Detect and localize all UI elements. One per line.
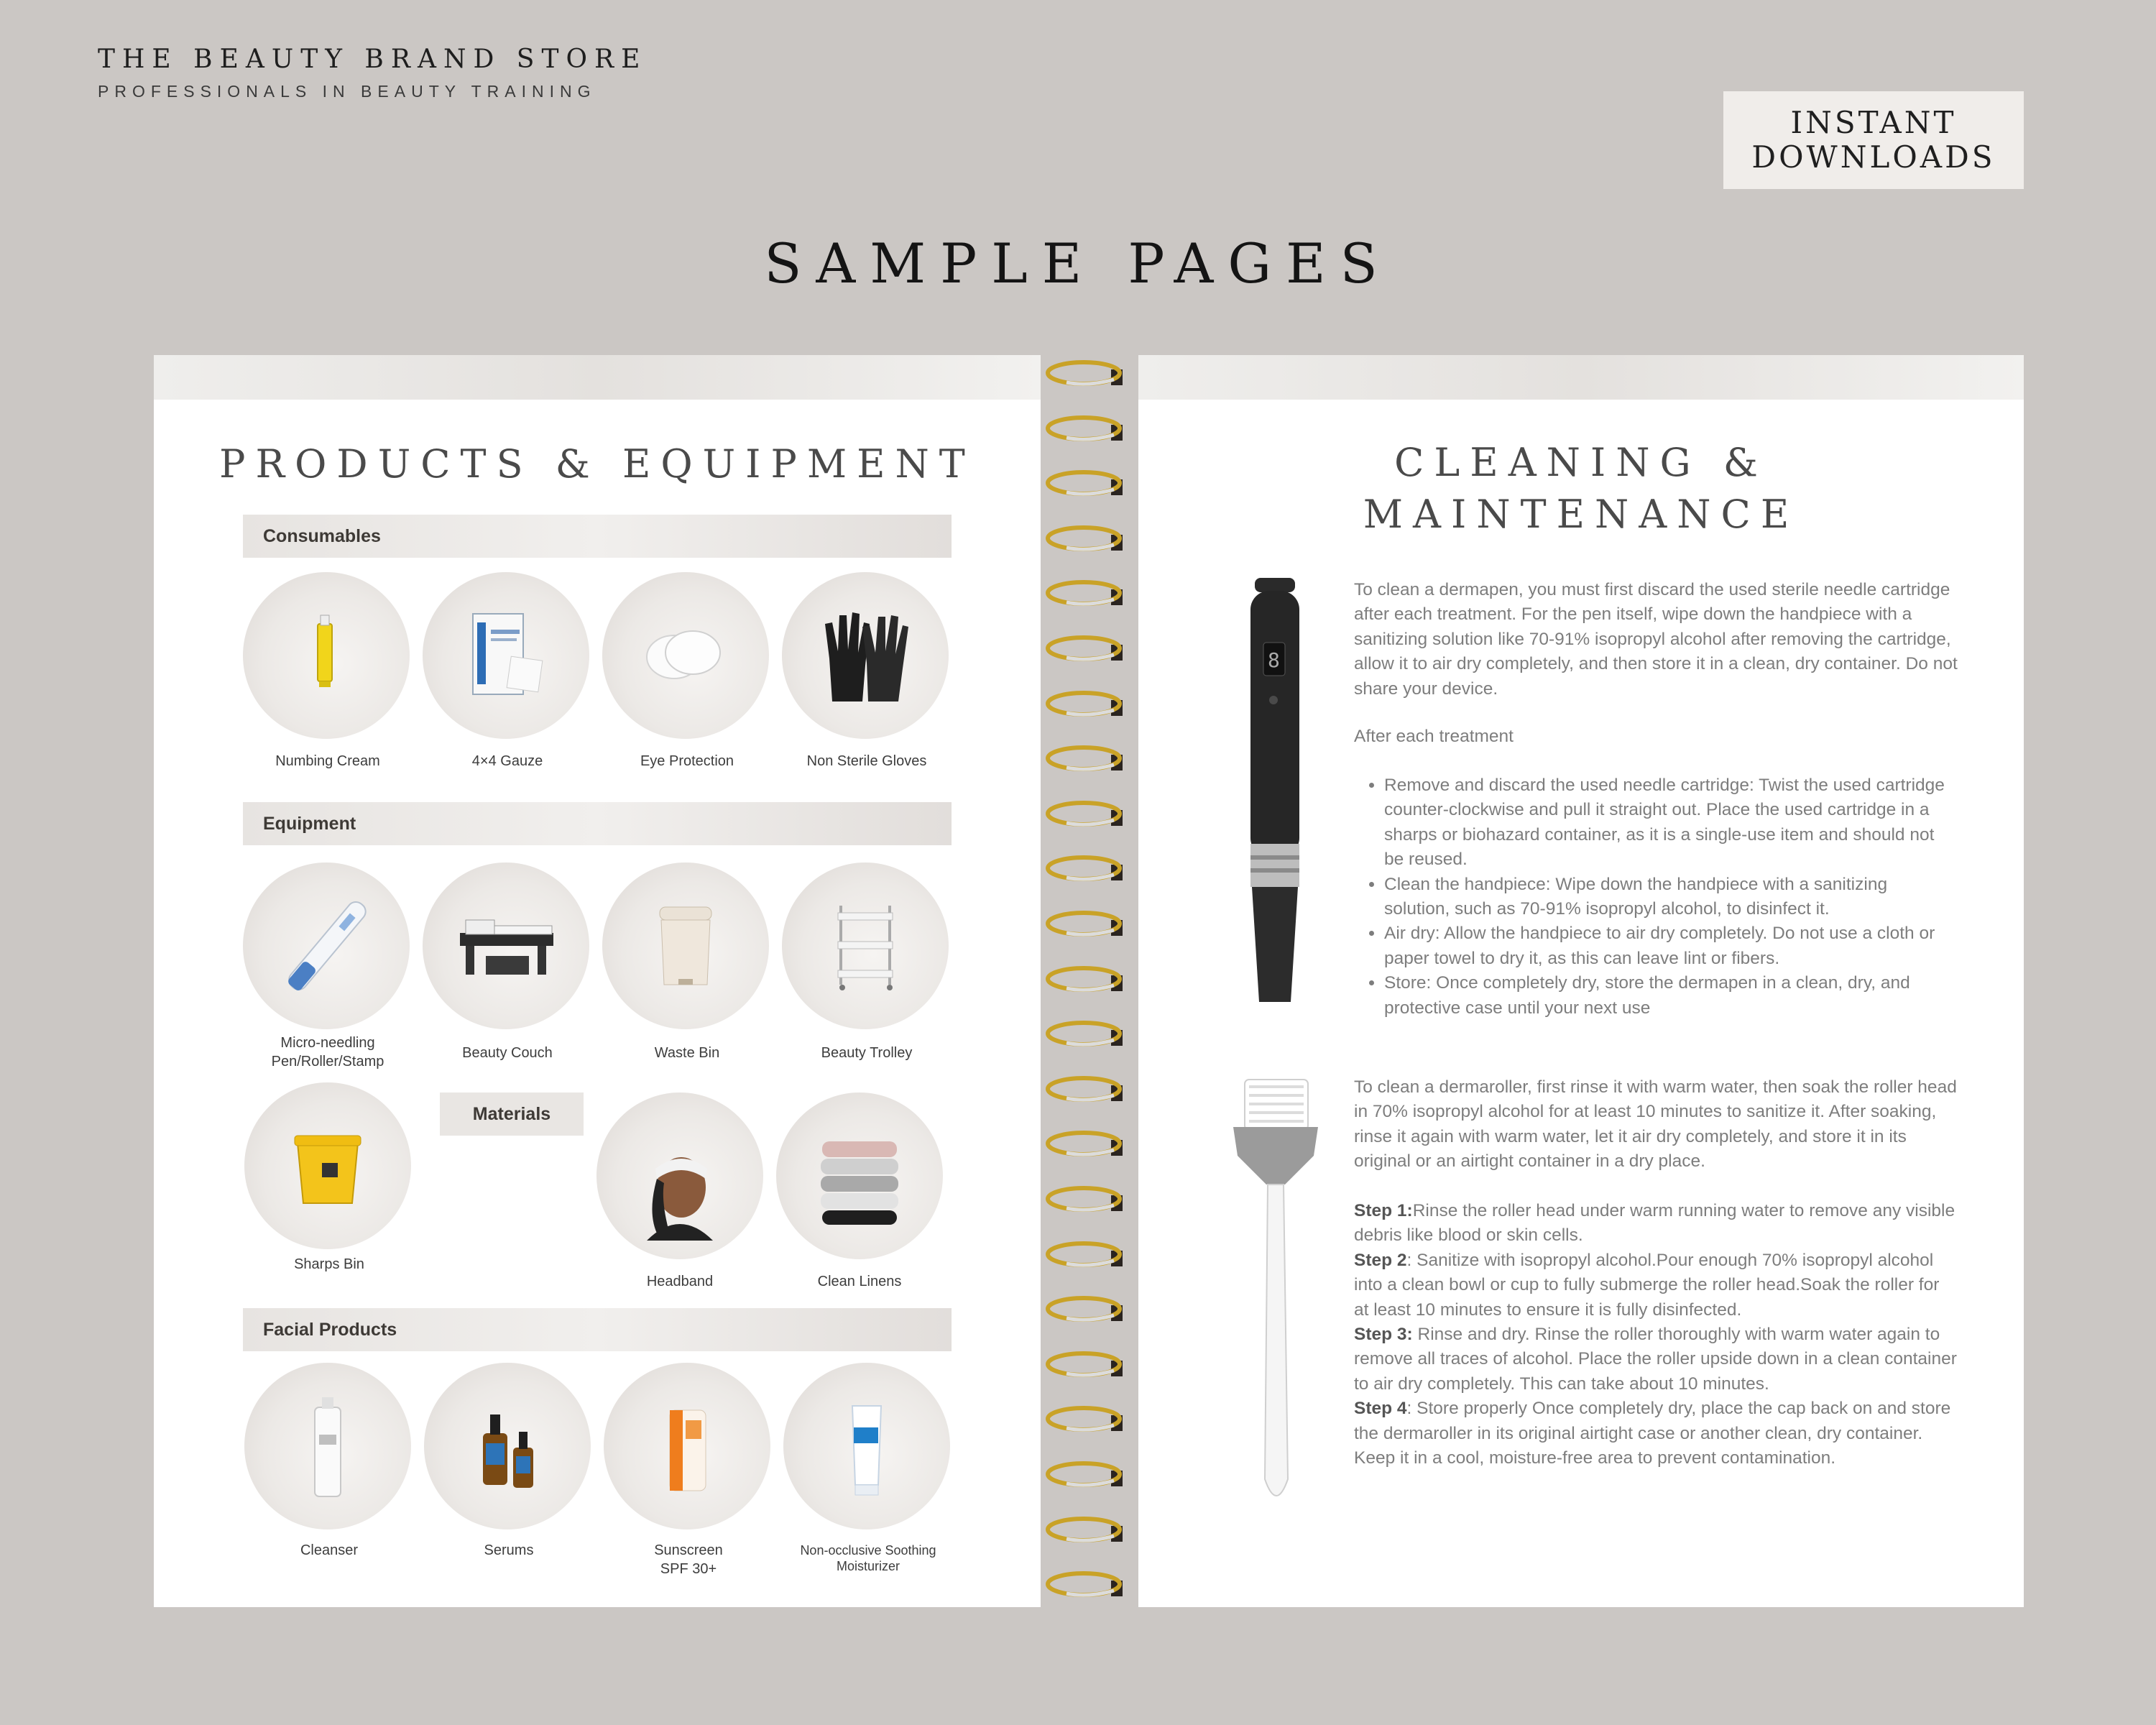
spiral-binding [1041, 355, 1138, 1607]
section-label: Consumables [263, 525, 381, 546]
step-label: Step 4 [1354, 1399, 1407, 1419]
beauty-couch-icon [423, 862, 589, 1029]
spiral-ring-icon [1045, 1514, 1127, 1545]
page-top-band [1138, 355, 2024, 400]
spiral-ring-icon [1045, 523, 1127, 553]
label-numbing-cream: Numbing Cream [275, 753, 380, 769]
step-label: Step 2 [1354, 1250, 1407, 1270]
spiral-ring-icon [1045, 1459, 1127, 1489]
spiral-ring-icon [1045, 1239, 1127, 1269]
spiral-ring-icon [1045, 413, 1127, 443]
label-beauty-couch: Beauty Couch [462, 1045, 553, 1061]
spiral-ring-icon [1045, 1184, 1127, 1214]
label-pen-roller-stamp: Pen/Roller/Stamp [271, 1054, 384, 1070]
numbing-cream-icon [243, 572, 410, 739]
step-text: Rinse the roller head under warm running water to remove any visible debris like blood or skin cells. [1354, 1201, 1955, 1246]
spiral-ring-icon [1045, 358, 1127, 388]
after-treatment-heading: After each treatment [1354, 727, 1514, 746]
pen-step-item: • Remove and discard the used needle cartridge: Twist the used cartridge counter-clockwise and pull it straight out. Place the used cartridge in a sharps or biohazard container, as it is a single-use item and should not be reused. [1384, 773, 1950, 873]
spiral-ring-icon [1045, 1404, 1127, 1434]
spiral-ring-icon [1045, 1294, 1127, 1324]
linens-icon [776, 1092, 943, 1259]
label-spf: SPF 30+ [660, 1561, 717, 1577]
step-text: : Sanitize with isopropyl alcohol.Pour enough 70% isopropyl alcohol into a clean bowl or cup to fully submerge the roller head.Soak the roller for at least 10 minutes to ensure it is fully disinfected. [1354, 1250, 1940, 1320]
step-text: : Store properly Once completely dry, place the cap back on and store the dermaroller in its original airtight case or another clean, dry container. Keep it in a cool, moisture-free area to prevent contamination. [1354, 1399, 1951, 1468]
section-facial-products [243, 1308, 952, 1351]
right-page [1138, 355, 2024, 1607]
roller-step [1354, 1322, 1958, 1397]
eye-pads-icon [602, 572, 769, 739]
page-title: SAMPLE PAGES [764, 231, 1392, 295]
brand-tagline: PROFESSIONALS IN BEAUTY TRAINING [98, 82, 596, 101]
spiral-ring-icon [1045, 578, 1127, 608]
spiral-ring-icon [1045, 633, 1127, 663]
spiral-ring-icon [1045, 689, 1127, 719]
label-beauty-trolley: Beauty Trolley [821, 1045, 913, 1061]
moisturizer-icon [783, 1363, 950, 1530]
cleaning-heading-line-1: CLEANING & [1394, 440, 1768, 485]
spiral-ring-icon [1045, 1349, 1127, 1379]
gloves-icon [782, 572, 949, 739]
label-gloves: Non Sterile Gloves [806, 753, 927, 769]
instant-downloads-badge [1723, 91, 2024, 189]
label-waste-bin: Waste Bin [654, 1045, 720, 1061]
gauze-icon [423, 572, 589, 739]
serums-icon [424, 1363, 591, 1530]
svg-text:8: 8 [1268, 648, 1280, 672]
cleanser-icon [244, 1363, 411, 1530]
microneedling-pen-icon [243, 862, 410, 1029]
roller-step [1354, 1397, 1958, 1471]
products-heading: PRODUCTS & EQUIPMENT [219, 441, 975, 487]
section-consumables [243, 515, 952, 558]
label-clean-linens: Clean Linens [817, 1274, 902, 1289]
pen-step-item: • Clean the handpiece: Wipe down the handpiece with a sanitizing solution, such as 70-91% isopropyl alcohol, to disinfect it. [1384, 873, 1950, 922]
spiral-ring-icon [1045, 853, 1127, 883]
label-gauze: 4×4 Gauze [471, 753, 543, 769]
section-label: Equipment [263, 813, 356, 834]
label-microneedling: Micro-needling [280, 1035, 375, 1051]
label-cleanser: Cleanser [300, 1542, 359, 1558]
brand-title: THE BEAUTY BRAND STORE [98, 45, 648, 74]
spiral-ring-icon [1045, 1074, 1127, 1104]
waste-bin-icon [602, 862, 769, 1029]
section-equipment [243, 802, 952, 845]
label-sharps-bin: Sharps Bin [294, 1256, 364, 1272]
spiral-ring-icon [1045, 1018, 1127, 1049]
spiral-ring-icon [1045, 1128, 1127, 1159]
dermaroller-icon [1227, 1077, 1324, 1515]
headband-icon [596, 1092, 763, 1259]
page-top-band [154, 355, 1041, 400]
dermapen-icon [1246, 578, 1304, 1009]
pen-step-item: • Air dry: Allow the handpiece to air dry completely. Do not use a cloth or paper towel to dry it, as this can leave lint or fibers. [1384, 921, 1950, 971]
spiral-ring-icon [1045, 964, 1127, 994]
step-label: Step 3: [1354, 1325, 1413, 1345]
label-moisturizer-1: Non-occlusive Soothing [800, 1543, 936, 1558]
step-text: Rinse and dry. Rinse the roller thoroughly with warm water again to remove all traces of alcohol. Place the roller upside down in a clean container to air dry completely. This can take about 10 minutes. [1354, 1325, 1957, 1394]
section-label: Materials [472, 1103, 551, 1124]
spiral-ring-icon [1045, 908, 1127, 939]
step-label: Step 1: [1354, 1201, 1413, 1220]
badge-line-2: DOWNLOADS [1751, 139, 1996, 175]
roller-step [1354, 1199, 1958, 1248]
sharps-bin-icon [244, 1082, 411, 1249]
dermapen-intro: To clean a dermapen, you must first discard the used sterile needle cartridge after each treatment. For the pen itself, wipe down the handpiece with a sanitizing solution like 70-91% isopropyl alcohol after removing the cartridge, allow it to air dry completely, and then store it in a clean, dry container. Do not share your device. [1354, 580, 1958, 699]
spiral-ring-icon [1045, 799, 1127, 829]
dermaroller-intro: To clean a dermaroller, first rinse it with warm water, then soak the roller head in 70% isopropyl alcohol for at least 10 minutes to sanitize it. After soaking, rinse it again with warm water, let it air dry completely, and store it in its original or an airtight container in a dry place. [1354, 1077, 1957, 1172]
cleaning-heading-line-2: MAINTENANCE [1363, 492, 1800, 537]
trolley-icon [782, 862, 949, 1029]
label-eye-protection: Eye Protection [640, 753, 734, 769]
label-moisturizer-2: Moisturizer [836, 1559, 900, 1573]
left-page [154, 355, 1041, 1607]
section-materials [440, 1092, 584, 1136]
section-label: Facial Products [263, 1319, 397, 1340]
spiral-ring-icon [1045, 1569, 1127, 1599]
label-serums: Serums [484, 1542, 534, 1558]
roller-step [1354, 1248, 1958, 1322]
pen-steps-list [1354, 773, 1950, 1021]
sunscreen-icon [604, 1363, 770, 1530]
roller-steps [1354, 1199, 1958, 1471]
label-headband: Headband [646, 1274, 714, 1289]
spiral-ring-icon [1045, 743, 1127, 773]
spiral-ring-icon [1045, 468, 1127, 498]
label-sunscreen: Sunscreen [654, 1542, 723, 1558]
pen-step-item: • Store: Once completely dry, store the dermapen in a clean, dry, and protective case until your next use [1384, 971, 1950, 1021]
badge-line-1: INSTANT [1790, 105, 1957, 140]
